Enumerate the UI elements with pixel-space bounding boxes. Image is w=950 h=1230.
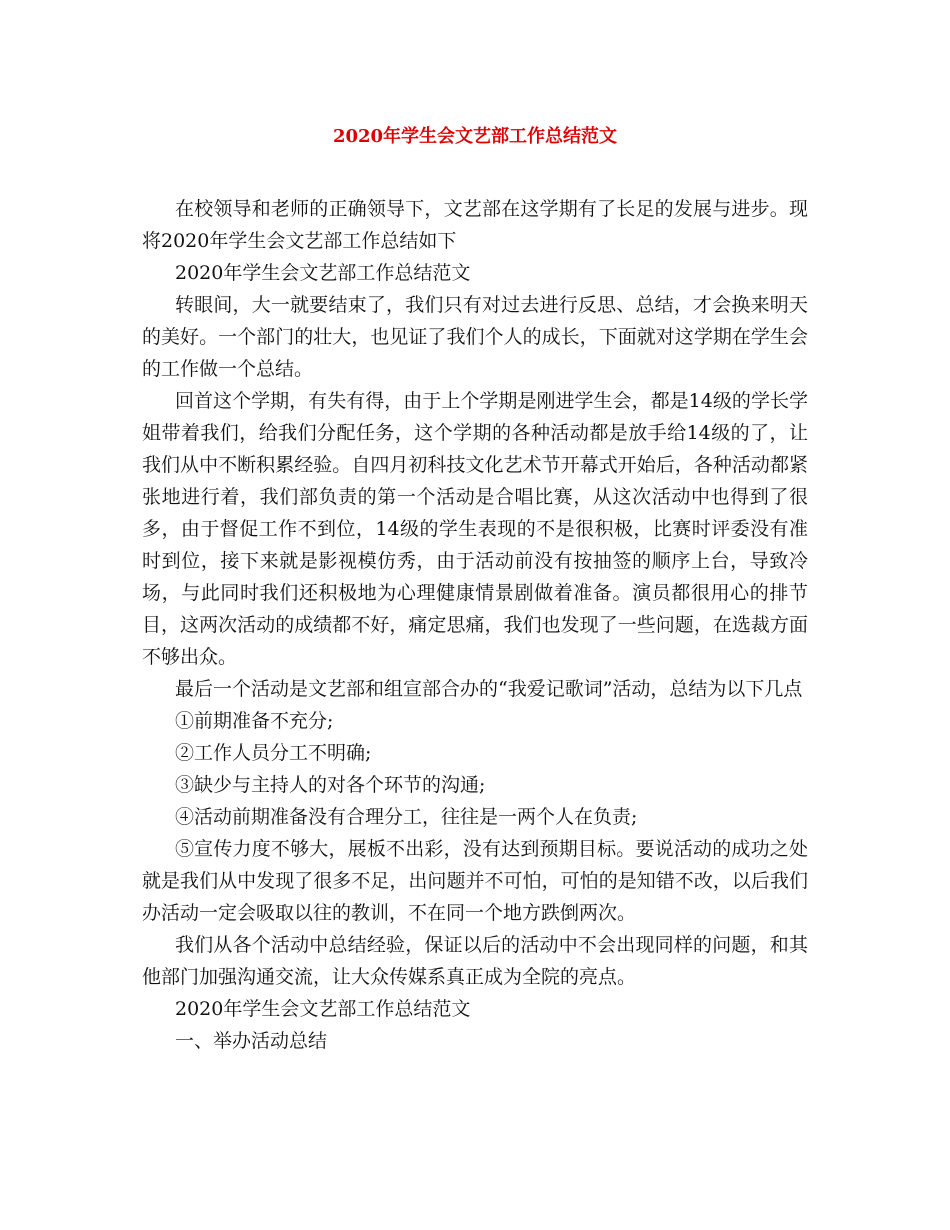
list-item: ②工作人员分工不明确; [175, 742, 372, 764]
section-heading: 2020年学生会文艺部工作总结范文 [175, 262, 471, 284]
list-item: ⑤宣传力度不够大，展板不出彩，没有达到预期目标。要说活动的成功之处就是我们从中发现了很多不足，出问题并不可怕，可怕的是知错不改，以后我们办活动一定会吸取以往的教训，不在同一个地方跌倒两次。 [142, 838, 808, 924]
paragraph: 最后一个活动是文艺部和组宣部合办的“我爱记歌词”活动，总结为以下几点 [175, 678, 803, 700]
paragraph: 我们从各个活动中总结经验，保证以后的活动中不会出现同样的问题，和其他部门加强沟通交流，让大众传媒系真正成为全院的亮点。 [142, 934, 808, 988]
list-item: ③缺少与主持人的对各个环节的沟通; [175, 774, 486, 796]
list-item: ④活动前期准备没有合理分工，往往是一两个人在负责; [175, 806, 638, 828]
subsection-heading: 一、举办活动总结 [175, 1030, 328, 1052]
document-title: 2020年学生会文艺部工作总结范文 [332, 126, 618, 147]
section-heading: 2020年学生会文艺部工作总结范文 [175, 998, 471, 1020]
document-body [142, 193, 808, 1057]
paragraph-intro: 在校领导和老师的正确领导下，文艺部在这学期有了长足的发展与进步。现将2020年学生会文艺部工作总结如下 [142, 198, 808, 252]
list-item: ①前期准备不充分; [175, 710, 334, 732]
paragraph: 回首这个学期，有失有得，由于上个学期是刚进学生会，都是14级的学长学姐带着我们，给我们分配任务，这个学期的各种活动都是放手给14级的了，让我们从中不断积累经验。自四月初科技文化艺术节开幕式开始后，各种活动都紧张地进行着，我们部负责的第一个活动是合唱比赛，从这次活动中也得到了很多，由于督促工作不到位，14级的学生表现的不是很积极，比赛时评委没有准时到位，接下来就是影视模仿秀，由于活动前没有按抽签的顺序上台，导致冷场，与此同时我们还积极地为心理健康情景剧做着准备。演员都很用心的排节目，这两次活动的成绩都不好，痛定思痛，我们也发现了一些问题，在选裁方面不够出众。 [142, 390, 808, 668]
paragraph: 转眼间，大一就要结束了，我们只有对过去进行反思、总结，才会换来明天的美好。一个部门的壮大，也见证了我们个人的成长，下面就对这学期在学生会的工作做一个总结。 [142, 294, 808, 380]
